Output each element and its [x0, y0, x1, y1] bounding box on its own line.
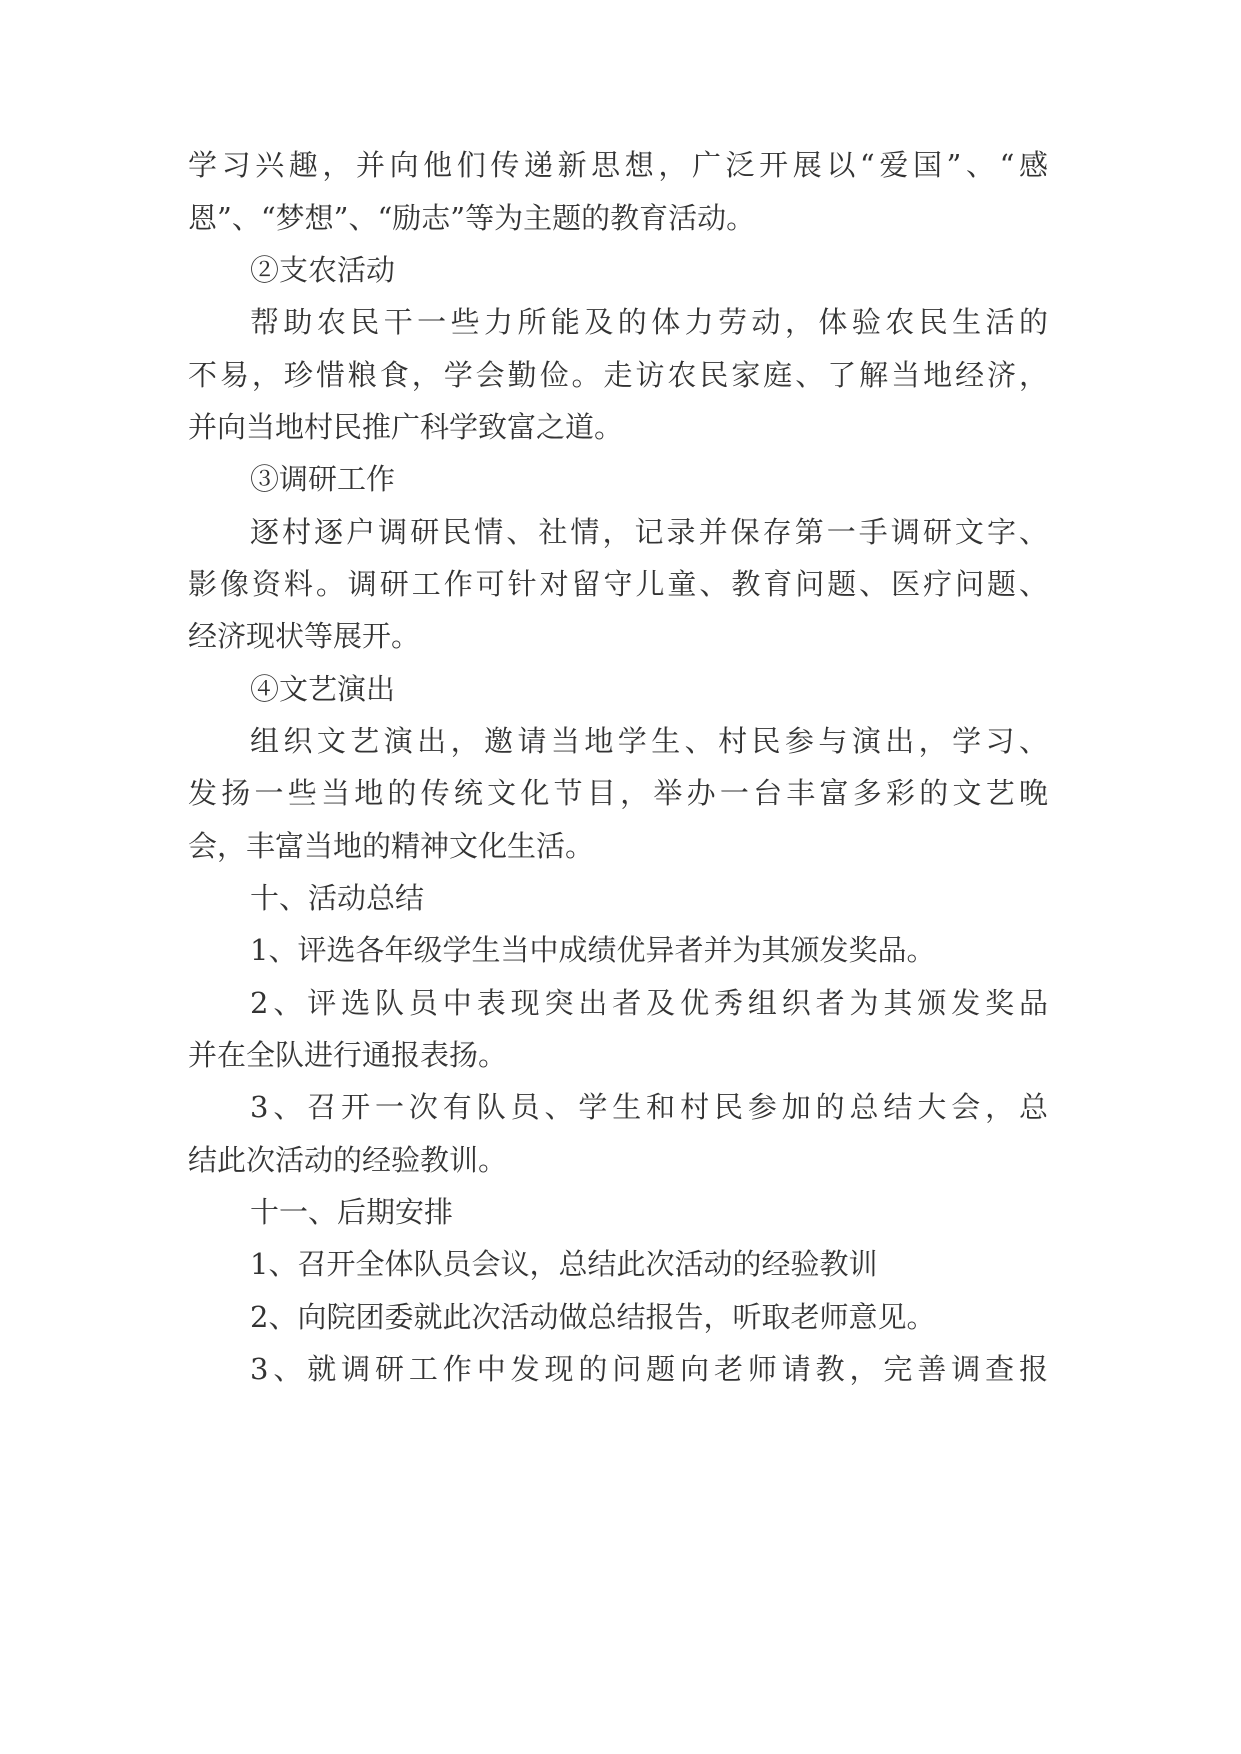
text-line: 并向当地村民推广科学致富之道。 — [188, 410, 624, 444]
list-item: 1、评选各年级学生当中成绩优异者并为其颁发奖品。 — [250, 933, 936, 967]
text-line: 结此次活动的经验教训。 — [188, 1143, 508, 1177]
text-line: 恩”、“梦想”、“励志”等为主题的教育活动。 — [188, 201, 756, 235]
text-line: 不易，珍惜粮食，学会勤俭。走访农民家庭、了解当地经济， — [188, 358, 1048, 392]
list-item: 1、召开全体队员会议，总结此次活动的经验教训 — [250, 1247, 878, 1281]
text-line: 影像资料。调研工作可针对留守儿童、教育问题、医疗问题、 — [188, 567, 1048, 601]
text-line: 逐村逐户调研民情、社情，记录并保存第一手调研文字、 — [250, 515, 1048, 549]
list-item: 2、评选队员中表现突出者及优秀组织者为其颁发奖品 — [250, 986, 1048, 1020]
text-line: 学习兴趣，并向他们传递新思想，广泛开展以“爱国”、“感 — [188, 148, 1048, 182]
text-line: 经济现状等展开。 — [188, 619, 421, 653]
text-line: 会，丰富当地的精神文化生活。 — [188, 829, 595, 863]
subheading-line: ②支农活动 — [250, 253, 396, 287]
list-item: 3、召开一次有队员、学生和村民参加的总结大会，总 — [250, 1090, 1048, 1124]
section-heading: 十、活动总结 — [250, 881, 425, 915]
subheading-line: ④文艺演出 — [250, 672, 396, 706]
text-line: 组织文艺演出，邀请当地学生、村民参与演出，学习、 — [250, 724, 1048, 758]
list-item: 3、就调研工作中发现的问题向老师请教，完善调查报 — [250, 1352, 1048, 1386]
text-line: 帮助农民干一些力所能及的体力劳动，体验农民生活的 — [250, 305, 1048, 339]
subheading-line: ③调研工作 — [250, 462, 396, 496]
section-heading: 十一、后期安排 — [250, 1195, 454, 1229]
list-item: 2、向院团委就此次活动做总结报告，听取老师意见。 — [250, 1300, 936, 1334]
text-line: 并在全队进行通报表扬。 — [188, 1038, 508, 1072]
text-line: 发扬一些当地的传统文化节目，举办一台丰富多彩的文艺晚 — [188, 776, 1048, 810]
